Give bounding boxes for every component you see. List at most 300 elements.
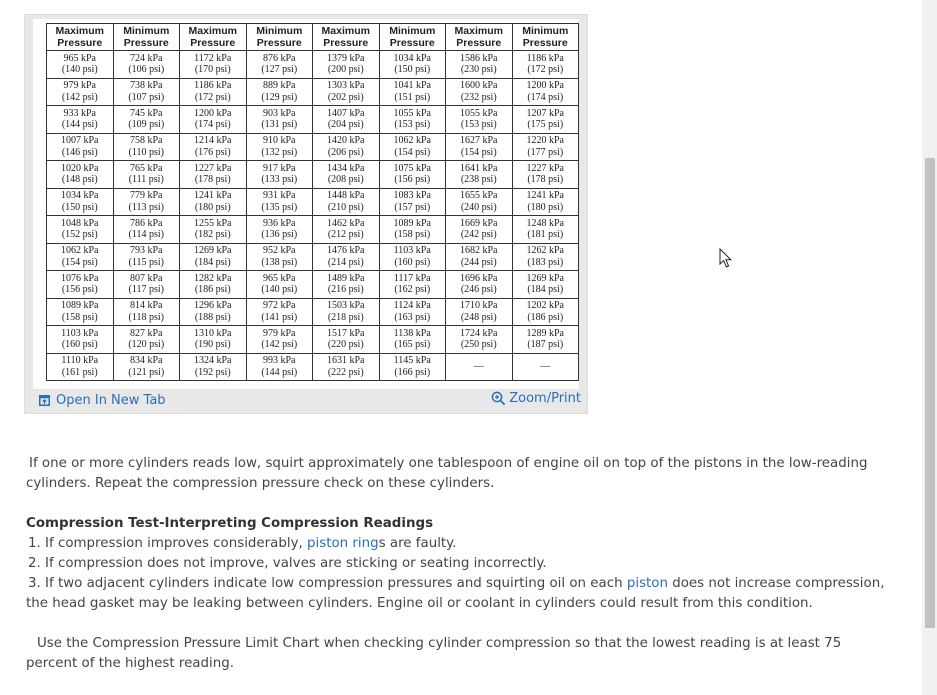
column-header: Maximum Pressure bbox=[446, 24, 513, 51]
pressure-cell bbox=[313, 188, 380, 216]
psi-value: (140 psi) bbox=[61, 64, 98, 76]
pressure-cell bbox=[379, 106, 446, 134]
pressure-cell bbox=[113, 271, 180, 299]
table-row bbox=[47, 216, 579, 244]
psi-value: (156 psi) bbox=[61, 284, 98, 296]
psi-value: (175 psi) bbox=[527, 119, 564, 131]
pressure-cell bbox=[180, 353, 247, 381]
psi-value: (232 psi) bbox=[460, 91, 497, 103]
psi-value: (162 psi) bbox=[394, 284, 431, 296]
kpa-value: 1034 kPa bbox=[61, 190, 99, 202]
limit-chart-note: Use the Compression Pressure Limit Chart when checking cylinder compression so that the lowest reading is at least 75 percent of the highest reading. bbox=[26, 636, 842, 671]
kpa-value: 1248 kPa bbox=[526, 217, 564, 229]
kpa-value: 1724 kPa bbox=[460, 327, 498, 339]
psi-value: (240 psi) bbox=[460, 201, 497, 213]
psi-value: (154 psi) bbox=[394, 146, 431, 158]
kpa-value: 765 kPa bbox=[130, 162, 163, 174]
pressure-cell bbox=[113, 51, 180, 79]
kpa-value: 1324 kPa bbox=[194, 355, 232, 367]
pressure-cell bbox=[47, 106, 114, 134]
kpa-value: 876 kPa bbox=[263, 52, 296, 64]
pressure-cell bbox=[113, 353, 180, 381]
psi-value: (248 psi) bbox=[460, 311, 497, 323]
psi-value: (109 psi) bbox=[128, 119, 165, 131]
pressure-cell bbox=[313, 216, 380, 244]
pressure-cell bbox=[246, 353, 313, 381]
kpa-value: 724 kPa bbox=[130, 52, 163, 64]
kpa-value: 1255 kPa bbox=[194, 217, 232, 229]
pressure-cell bbox=[47, 243, 114, 271]
pressure-cell bbox=[313, 271, 380, 299]
kpa-value: 1227 kPa bbox=[526, 162, 564, 174]
pressure-cell bbox=[180, 133, 247, 161]
kpa-value: 1089 kPa bbox=[393, 217, 431, 229]
psi-value: (150 psi) bbox=[394, 64, 431, 76]
kpa-value: 1007 kPa bbox=[61, 135, 99, 147]
psi-value: (152 psi) bbox=[61, 229, 98, 241]
pressure-cell bbox=[512, 133, 579, 161]
kpa-value: 952 kPa bbox=[263, 245, 296, 257]
pressure-cell bbox=[246, 161, 313, 189]
psi-value: (218 psi) bbox=[327, 311, 364, 323]
kpa-value: 1655 kPa bbox=[460, 190, 498, 202]
kpa-value: — bbox=[473, 361, 484, 373]
kpa-value: 1627 kPa bbox=[460, 135, 498, 147]
pressure-cell bbox=[512, 243, 579, 271]
pressure-cell bbox=[512, 216, 579, 244]
kpa-value: 834 kPa bbox=[130, 355, 163, 367]
psi-value: (150 psi) bbox=[61, 201, 98, 213]
kpa-value: 1448 kPa bbox=[327, 190, 365, 202]
pressure-cell bbox=[446, 133, 513, 161]
kpa-value: 1631 kPa bbox=[327, 355, 365, 367]
psi-value: (214 psi) bbox=[327, 256, 364, 268]
psi-value: (230 psi) bbox=[460, 64, 497, 76]
kpa-value: 1420 kPa bbox=[327, 135, 365, 147]
kpa-value: 1241 kPa bbox=[194, 190, 232, 202]
table-row bbox=[47, 161, 579, 189]
psi-value: (186 psi) bbox=[527, 311, 564, 323]
pressure-cell bbox=[512, 51, 579, 79]
pressure-cell bbox=[113, 298, 180, 326]
figure-frame bbox=[24, 14, 588, 414]
pressure-cell bbox=[313, 326, 380, 354]
psi-value: (160 psi) bbox=[61, 339, 98, 351]
kpa-value: 786 kPa bbox=[130, 217, 163, 229]
psi-value: (110 psi) bbox=[128, 146, 164, 158]
pressure-cell bbox=[180, 216, 247, 244]
kpa-value: 1062 kPa bbox=[61, 245, 99, 257]
pressure-cell bbox=[512, 298, 579, 326]
pressure-cell bbox=[180, 78, 247, 106]
pressure-cell bbox=[180, 188, 247, 216]
kpa-value: 1034 kPa bbox=[393, 52, 431, 64]
pressure-cell bbox=[313, 106, 380, 134]
psi-value: (138 psi) bbox=[261, 256, 298, 268]
psi-value: (153 psi) bbox=[460, 119, 497, 131]
table-row bbox=[47, 188, 579, 216]
pressure-cell bbox=[47, 298, 114, 326]
kpa-value: 1055 kPa bbox=[460, 107, 498, 119]
kpa-value: 1041 kPa bbox=[393, 80, 431, 92]
kpa-value: 1110 kPa bbox=[61, 355, 99, 367]
kpa-value: 1089 kPa bbox=[61, 300, 99, 312]
open-in-new-tab-label: Open In New Tab bbox=[56, 393, 166, 408]
item3-suffix: does not increase compression, the head gasket may be leaking between cylinders. Engine oil or coolant in cylinders could result from this condition. bbox=[26, 576, 885, 611]
psi-value: (206 psi) bbox=[327, 146, 364, 158]
psi-value: (174 psi) bbox=[527, 91, 564, 103]
zoom-icon bbox=[491, 391, 506, 406]
kpa-value: 1202 kPa bbox=[526, 300, 564, 312]
table-header-row bbox=[47, 24, 579, 51]
psi-value: (174 psi) bbox=[194, 119, 231, 131]
kpa-value: 1103 kPa bbox=[393, 245, 431, 257]
column-header: Minimum Pressure bbox=[246, 24, 313, 51]
psi-value: (187 psi) bbox=[527, 339, 564, 351]
kpa-value: 1262 kPa bbox=[526, 245, 564, 257]
instruction-paragraph: If one or more cylinders reads low, squirt approximately one tablespoon of engine oil on top of the pistons in the low-reading cylinders. Repeat the compression pressure check on these cylinders. bbox=[26, 456, 868, 491]
psi-value: (141 psi) bbox=[261, 311, 298, 323]
kpa-value: 1220 kPa bbox=[526, 135, 564, 147]
pressure-cell bbox=[446, 243, 513, 271]
psi-value: (114 psi) bbox=[128, 229, 164, 241]
pressure-cell bbox=[47, 326, 114, 354]
psi-value: (188 psi) bbox=[194, 311, 231, 323]
kpa-value: 1124 kPa bbox=[393, 300, 431, 312]
psi-value: (177 psi) bbox=[527, 146, 564, 158]
psi-value: (192 psi) bbox=[194, 366, 231, 378]
kpa-value: 965 kPa bbox=[63, 52, 96, 64]
pressure-cell bbox=[379, 133, 446, 161]
kpa-value: 903 kPa bbox=[263, 107, 296, 119]
psi-value: (183 psi) bbox=[527, 256, 564, 268]
pressure-cell bbox=[113, 161, 180, 189]
psi-value: (157 psi) bbox=[394, 201, 431, 213]
kpa-value: 933 kPa bbox=[63, 107, 96, 119]
kpa-value: 1117 kPa bbox=[393, 272, 431, 284]
kpa-value: 1710 kPa bbox=[460, 300, 498, 312]
psi-value: (142 psi) bbox=[261, 339, 298, 351]
kpa-value: 1669 kPa bbox=[460, 217, 498, 229]
column-header: Maximum Pressure bbox=[313, 24, 380, 51]
psi-value: (212 psi) bbox=[327, 229, 364, 241]
psi-value: (156 psi) bbox=[394, 174, 431, 186]
psi-value: (136 psi) bbox=[261, 229, 298, 241]
kpa-value: 1186 kPa bbox=[194, 80, 232, 92]
psi-value: (113 psi) bbox=[128, 201, 164, 213]
pressure-cell bbox=[246, 133, 313, 161]
pressure-cell bbox=[47, 188, 114, 216]
psi-value: (163 psi) bbox=[394, 311, 431, 323]
column-header: Minimum Pressure bbox=[113, 24, 180, 51]
pressure-cell bbox=[313, 298, 380, 326]
kpa-value: 1062 kPa bbox=[393, 135, 431, 147]
column-header: Maximum Pressure bbox=[47, 24, 114, 51]
table-row bbox=[47, 298, 579, 326]
pressure-cell bbox=[180, 161, 247, 189]
pressure-cell bbox=[313, 133, 380, 161]
psi-value: (182 psi) bbox=[194, 229, 231, 241]
pressure-cell bbox=[446, 298, 513, 326]
kpa-value: 1172 kPa bbox=[194, 52, 232, 64]
kpa-value: 745 kPa bbox=[130, 107, 163, 119]
psi-value: (154 psi) bbox=[61, 256, 98, 268]
compression-pressure-table bbox=[46, 23, 579, 381]
psi-value: (166 psi) bbox=[394, 366, 431, 378]
pressure-cell bbox=[180, 326, 247, 354]
pressure-cell bbox=[512, 161, 579, 189]
psi-value: (204 psi) bbox=[327, 119, 364, 131]
pressure-cell bbox=[180, 106, 247, 134]
pressure-cell bbox=[47, 161, 114, 189]
pressure-cell bbox=[379, 326, 446, 354]
pressure-cell bbox=[47, 51, 114, 79]
psi-value: (190 psi) bbox=[194, 339, 231, 351]
pressure-cell bbox=[113, 216, 180, 244]
pressure-cell bbox=[446, 216, 513, 244]
column-header: Maximum Pressure bbox=[180, 24, 247, 51]
section-title: Compression Test-Interpreting Compression Readings bbox=[26, 516, 434, 531]
pressure-cell bbox=[313, 51, 380, 79]
kpa-value: 1282 kPa bbox=[194, 272, 232, 284]
pressure-cell bbox=[47, 216, 114, 244]
kpa-value: 1296 kPa bbox=[194, 300, 232, 312]
kpa-value: 1075 kPa bbox=[393, 162, 431, 174]
pressure-cell bbox=[180, 243, 247, 271]
pressure-cell bbox=[246, 298, 313, 326]
kpa-value: 1489 kPa bbox=[327, 272, 365, 284]
kpa-value: 1600 kPa bbox=[460, 80, 498, 92]
psi-value: (148 psi) bbox=[61, 174, 98, 186]
psi-value: (200 psi) bbox=[327, 64, 364, 76]
column-header: Minimum Pressure bbox=[512, 24, 579, 51]
pressure-cell bbox=[246, 243, 313, 271]
pressure-cell bbox=[512, 78, 579, 106]
psi-value: (220 psi) bbox=[327, 339, 364, 351]
kpa-value: 758 kPa bbox=[130, 135, 163, 147]
pressure-cell bbox=[446, 51, 513, 79]
kpa-value: 936 kPa bbox=[263, 217, 296, 229]
psi-value: (132 psi) bbox=[261, 146, 298, 158]
kpa-value: 917 kPa bbox=[263, 162, 296, 174]
open-in-new-tab-icon bbox=[39, 395, 50, 406]
kpa-value: 1200 kPa bbox=[526, 80, 564, 92]
kpa-value: 1517 kPa bbox=[327, 327, 365, 339]
pressure-cell bbox=[113, 133, 180, 161]
pressure-cell bbox=[113, 106, 180, 134]
psi-value: (208 psi) bbox=[327, 174, 364, 186]
psi-value: (242 psi) bbox=[460, 229, 497, 241]
kpa-value: 779 kPa bbox=[130, 190, 163, 202]
pressure-cell bbox=[446, 78, 513, 106]
pressure-cell bbox=[47, 271, 114, 299]
kpa-value: 1083 kPa bbox=[393, 190, 431, 202]
kpa-value: 1214 kPa bbox=[194, 135, 232, 147]
pressure-cell bbox=[446, 271, 513, 299]
kpa-value: 1310 kPa bbox=[194, 327, 232, 339]
zoom-print-label: Zoom/Print bbox=[509, 391, 581, 406]
vertical-scrollbar[interactable] bbox=[922, 0, 937, 695]
table-row bbox=[47, 78, 579, 106]
pressure-cell bbox=[47, 78, 114, 106]
psi-value: (244 psi) bbox=[460, 256, 497, 268]
pressure-cell bbox=[313, 78, 380, 106]
table-row bbox=[47, 353, 579, 381]
kpa-value: 814 kPa bbox=[130, 300, 163, 312]
table-row bbox=[47, 243, 579, 271]
compression-chart-image bbox=[33, 19, 579, 389]
pressure-cell bbox=[512, 326, 579, 354]
pressure-cell bbox=[246, 78, 313, 106]
psi-value: (111 psi) bbox=[128, 174, 164, 186]
psi-value: (144 psi) bbox=[261, 366, 298, 378]
pressure-cell bbox=[246, 51, 313, 79]
kpa-value: 1055 kPa bbox=[393, 107, 431, 119]
psi-value: (165 psi) bbox=[394, 339, 431, 351]
psi-value: (216 psi) bbox=[327, 284, 364, 296]
psi-value: (158 psi) bbox=[61, 311, 98, 323]
pressure-cell bbox=[47, 353, 114, 381]
kpa-value: 1241 kPa bbox=[526, 190, 564, 202]
kpa-value: 793 kPa bbox=[130, 245, 163, 257]
pressure-cell bbox=[379, 298, 446, 326]
list-item-1 bbox=[26, 534, 896, 554]
kpa-value: 1641 kPa bbox=[460, 162, 498, 174]
kpa-value: 1586 kPa bbox=[460, 52, 498, 64]
psi-value: (172 psi) bbox=[527, 64, 564, 76]
pressure-cell bbox=[446, 106, 513, 134]
psi-value: (118 psi) bbox=[128, 311, 164, 323]
kpa-value: 1407 kPa bbox=[327, 107, 365, 119]
kpa-value: 738 kPa bbox=[130, 80, 163, 92]
psi-value: (160 psi) bbox=[394, 256, 431, 268]
kpa-value: 1200 kPa bbox=[194, 107, 232, 119]
psi-value: (106 psi) bbox=[128, 64, 165, 76]
kpa-value: 965 kPa bbox=[263, 272, 296, 284]
psi-value: (158 psi) bbox=[394, 229, 431, 241]
kpa-value: 1476 kPa bbox=[327, 245, 365, 257]
psi-value: (142 psi) bbox=[61, 91, 98, 103]
psi-value: (120 psi) bbox=[128, 339, 165, 351]
psi-value: (184 psi) bbox=[194, 256, 231, 268]
psi-value: (222 psi) bbox=[327, 366, 364, 378]
piston-ring-link[interactable]: piston ring bbox=[307, 536, 379, 551]
pressure-cell bbox=[313, 243, 380, 271]
pressure-cell bbox=[446, 188, 513, 216]
kpa-value: — bbox=[540, 361, 551, 373]
kpa-value: 1103 kPa bbox=[61, 327, 99, 339]
psi-value: (127 psi) bbox=[261, 64, 298, 76]
psi-value: (107 psi) bbox=[128, 91, 165, 103]
zoom-print-link[interactable] bbox=[491, 391, 581, 406]
pressure-cell bbox=[313, 353, 380, 381]
psi-value: (180 psi) bbox=[527, 201, 564, 213]
kpa-value: 1696 kPa bbox=[460, 272, 498, 284]
psi-value: (146 psi) bbox=[61, 146, 98, 158]
kpa-value: 1076 kPa bbox=[61, 272, 99, 284]
kpa-value: 1682 kPa bbox=[460, 245, 498, 257]
pressure-cell bbox=[512, 106, 579, 134]
pressure-cell bbox=[512, 353, 579, 381]
kpa-value: 1269 kPa bbox=[526, 272, 564, 284]
list-item-2: 2. If compression does not improve, valves are sticking or seating incorrectly. bbox=[28, 556, 547, 571]
pressure-cell bbox=[379, 353, 446, 381]
psi-value: (246 psi) bbox=[460, 284, 497, 296]
pressure-cell bbox=[113, 188, 180, 216]
psi-value: (144 psi) bbox=[61, 119, 98, 131]
pressure-cell bbox=[180, 271, 247, 299]
item1-text: 1. If compression improves considerably, bbox=[28, 536, 308, 551]
kpa-value: 993 kPa bbox=[263, 355, 296, 367]
pressure-cell bbox=[379, 216, 446, 244]
psi-value: (117 psi) bbox=[128, 284, 164, 296]
psi-value: (238 psi) bbox=[460, 174, 497, 186]
piston-link[interactable]: piston bbox=[626, 576, 668, 591]
psi-value: (181 psi) bbox=[527, 229, 564, 241]
pressure-cell bbox=[379, 161, 446, 189]
kpa-value: 972 kPa bbox=[263, 300, 296, 312]
item3-text: 3. If two adjacent cylinders indicate low compression pressures and squirting oil on each bbox=[28, 576, 627, 591]
pressure-cell bbox=[379, 271, 446, 299]
psi-value: (210 psi) bbox=[327, 201, 364, 213]
pressure-cell bbox=[113, 78, 180, 106]
psi-value: (172 psi) bbox=[194, 91, 231, 103]
kpa-value: 1289 kPa bbox=[526, 327, 564, 339]
open-in-new-tab-link[interactable] bbox=[39, 393, 166, 408]
pressure-cell bbox=[113, 243, 180, 271]
kpa-value: 1269 kPa bbox=[194, 245, 232, 257]
kpa-value: 1379 kPa bbox=[327, 52, 365, 64]
pressure-cell bbox=[246, 216, 313, 244]
pressure-cell bbox=[47, 133, 114, 161]
psi-value: (176 psi) bbox=[194, 146, 231, 158]
psi-value: (202 psi) bbox=[327, 91, 364, 103]
pressure-cell bbox=[446, 353, 513, 381]
table-row bbox=[47, 326, 579, 354]
psi-value: (186 psi) bbox=[194, 284, 231, 296]
pressure-cell bbox=[379, 51, 446, 79]
kpa-value: 979 kPa bbox=[263, 327, 296, 339]
psi-value: (140 psi) bbox=[261, 284, 298, 296]
pressure-cell bbox=[512, 271, 579, 299]
psi-value: (121 psi) bbox=[128, 366, 165, 378]
pressure-cell bbox=[512, 188, 579, 216]
pressure-cell bbox=[246, 326, 313, 354]
kpa-value: 1186 kPa bbox=[526, 52, 564, 64]
pressure-cell bbox=[246, 106, 313, 134]
psi-value: (153 psi) bbox=[394, 119, 431, 131]
psi-value: (170 psi) bbox=[194, 64, 231, 76]
psi-value: (115 psi) bbox=[128, 256, 164, 268]
pressure-cell bbox=[246, 271, 313, 299]
column-header: Minimum Pressure bbox=[379, 24, 446, 51]
psi-value: (161 psi) bbox=[61, 366, 98, 378]
psi-value: (250 psi) bbox=[460, 339, 497, 351]
psi-value: (129 psi) bbox=[261, 91, 298, 103]
psi-value: (131 psi) bbox=[261, 119, 298, 131]
kpa-value: 889 kPa bbox=[263, 80, 296, 92]
kpa-value: 827 kPa bbox=[130, 327, 163, 339]
kpa-value: 1020 kPa bbox=[61, 162, 99, 174]
kpa-value: 1303 kPa bbox=[327, 80, 365, 92]
psi-value: (154 psi) bbox=[460, 146, 497, 158]
kpa-value: 910 kPa bbox=[263, 135, 296, 147]
pressure-cell bbox=[180, 298, 247, 326]
table-row bbox=[47, 106, 579, 134]
psi-value: (184 psi) bbox=[527, 284, 564, 296]
scrollbar-thumb[interactable] bbox=[925, 158, 935, 628]
pressure-cell bbox=[379, 188, 446, 216]
